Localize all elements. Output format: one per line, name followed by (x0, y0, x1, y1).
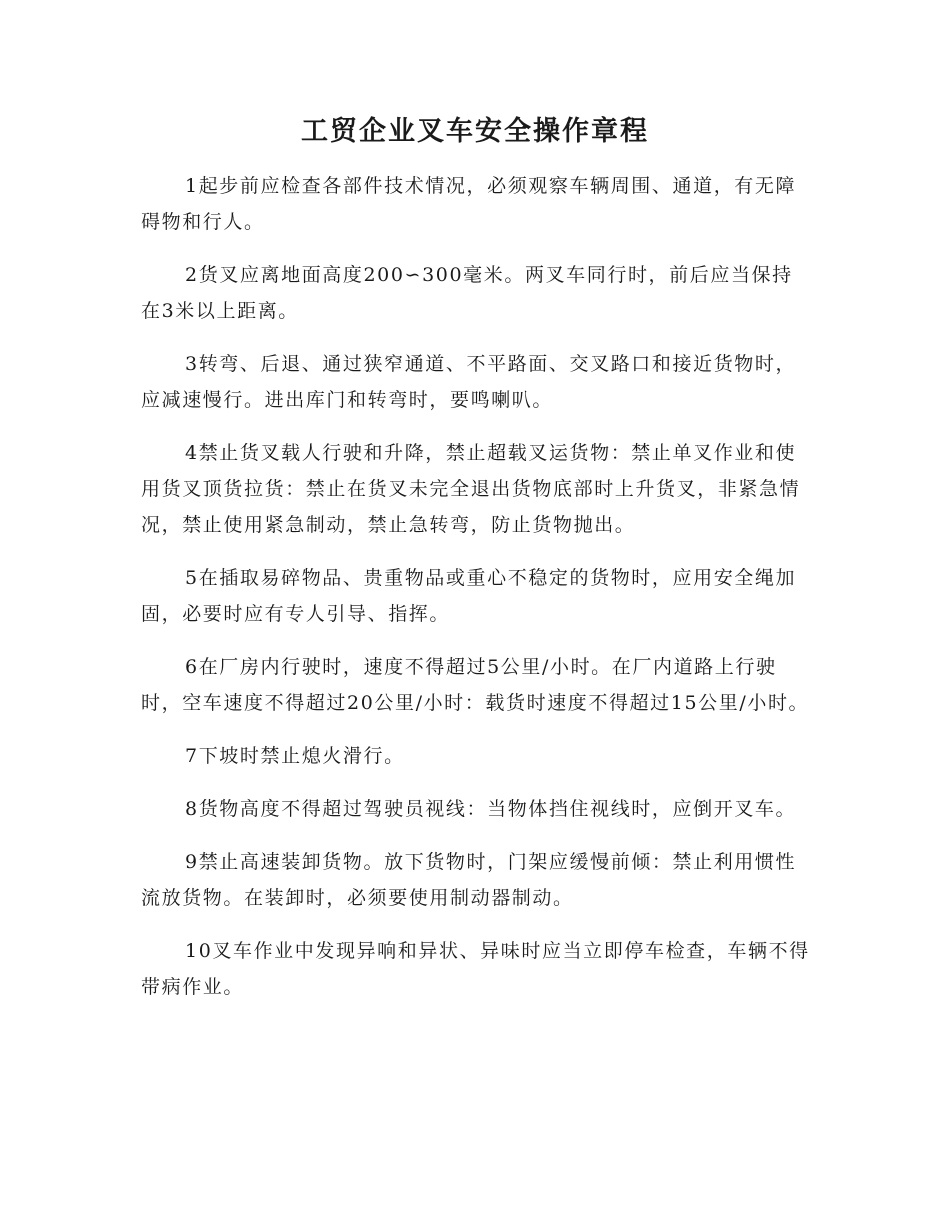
paragraph-10: 10叉车作业中发现异响和异状、异味时应当立即停车检查，车辆不得带病作业。 (141, 940, 810, 998)
paragraph-1: 1起步前应检查各部件技术情况，必须观察车辆周围、通道，有无障碍物和行人。 (141, 175, 797, 233)
document-body (141, 168, 813, 1022)
paragraph-4: 4禁止货叉载人行驶和升降，禁止超载叉运货物：禁止单叉作业和使用货叉顶货拉货：禁止在货叉未完全退出货物底部时上升货叉，非紧急情况，禁止使用紧急制动，禁止急转弯，防止货物抛出。 (141, 442, 801, 536)
paragraph-9: 9禁止高速装卸货物。放下货物时，门架应缓慢前倾：禁止利用惯性流放货物。在装卸时，必须要使用制动器制动。 (141, 851, 797, 909)
paragraph-6: 6在厂房内行驶时，速度不得超过5公里/小时。在厂内道路上行驶时，空车速度不得超过20公里/小时：载货时速度不得超过15公里/小时。 (141, 656, 810, 714)
paragraph-5: 5在插取易碎物品、贵重物品或重心不稳定的货物时，应用安全绳加固，必要时应有专人引导、指挥。 (141, 567, 797, 625)
document-title: 工贸企业叉车安全操作章程 (301, 116, 649, 147)
paragraph-8: 8货物高度不得超过驾驶员视线：当物体挡住视线时，应倒开叉车。 (185, 798, 797, 820)
paragraph-3: 3转弯、后退、通过狭窄通道、不平路面、交叉路口和接近货物时，应减速慢行。进出库门和转弯时，要鸣喇叭。 (141, 353, 797, 411)
paragraph-7: 7下坡时禁止熄火滑行。 (185, 745, 405, 767)
paragraph-2: 2货叉应离地面高度200∽300毫米。两叉车同行时，前后应当保持在3米以上距离。 (141, 264, 793, 322)
